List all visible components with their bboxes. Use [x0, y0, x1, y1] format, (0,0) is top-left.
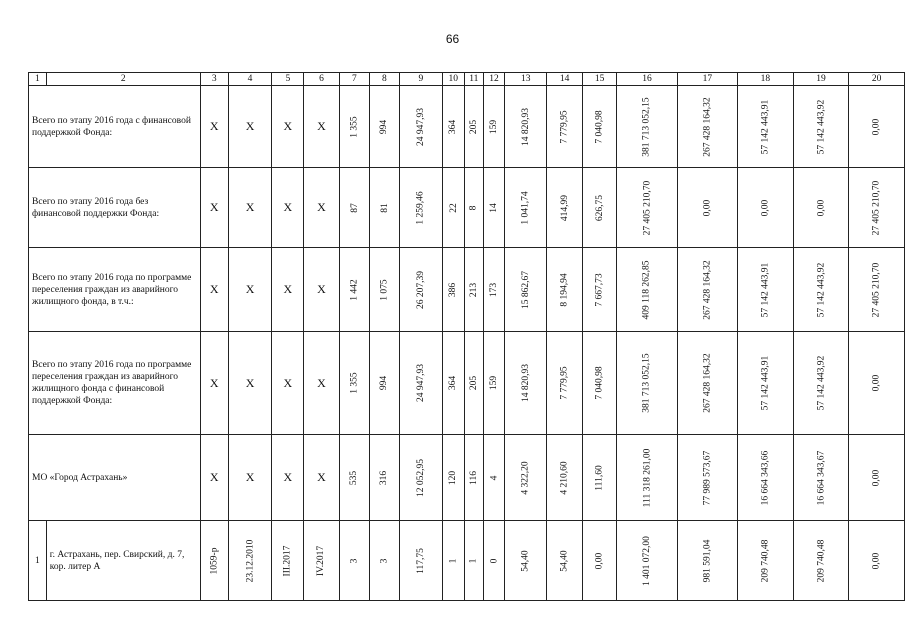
table-cell	[505, 168, 547, 248]
table-cell	[228, 86, 272, 168]
cell-value: 994	[379, 375, 390, 391]
table-cell	[677, 86, 737, 168]
cell-value: 57 142 443,91	[760, 355, 771, 411]
cell-value: 23.12.2010	[245, 539, 256, 582]
row-label: г. Астрахань, пер. Свирский, д. 7, кор. литер А	[46, 521, 200, 601]
cell-value: 16 664 343,67	[815, 450, 826, 505]
cell-value: 7 779,95	[559, 366, 570, 400]
cell-value: X	[317, 282, 326, 296]
header-cell: 20	[849, 73, 905, 86]
cell-value: 173	[489, 282, 500, 297]
cell-value: 535	[349, 470, 360, 485]
table-cell	[738, 521, 794, 601]
cell-value: 111 318 261,00	[641, 448, 652, 507]
table-cell	[793, 435, 849, 521]
table-cell	[617, 332, 677, 435]
table-cell	[793, 86, 849, 168]
table-cell	[272, 435, 304, 521]
table-cell	[304, 248, 339, 332]
table-cell	[617, 168, 677, 248]
table-cell	[738, 435, 794, 521]
cell-value: 205	[468, 375, 479, 391]
table-cell	[228, 332, 272, 435]
cell-value: 1	[468, 558, 479, 563]
cell-value: 7 040,98	[594, 109, 605, 144]
table-cell	[484, 168, 505, 248]
table-row	[29, 168, 905, 248]
cell-value: 57 142 443,91	[760, 99, 771, 154]
cell-value: X	[283, 470, 293, 484]
cell-value: 364	[448, 119, 459, 134]
table-cell	[272, 168, 304, 248]
cell-value: 111,60	[594, 464, 605, 491]
table-cell	[849, 435, 905, 521]
cell-value: IV.2017	[316, 545, 327, 576]
cell-value: X	[283, 375, 293, 390]
cell-value: X	[317, 375, 326, 390]
table-cell	[339, 168, 369, 248]
header-cell: 17	[677, 73, 737, 86]
table-cell	[583, 435, 617, 521]
cell-value: 7 667,73	[594, 272, 605, 307]
table-cell	[304, 86, 339, 168]
cell-value: 81	[379, 202, 390, 213]
table-cell	[200, 332, 228, 435]
table-cell	[443, 248, 465, 332]
cell-value: 0	[489, 558, 500, 563]
cell-value: 267 428 164,32	[702, 259, 713, 320]
cell-value: 414,99	[559, 194, 570, 221]
table-cell	[399, 332, 442, 435]
table-cell	[464, 248, 483, 332]
cell-value: 213	[468, 282, 479, 297]
cell-value: 316	[379, 470, 390, 485]
table-cell	[583, 248, 617, 332]
table-cell	[677, 248, 737, 332]
header-cell: 8	[369, 73, 399, 86]
cell-value: 1 075	[379, 278, 390, 301]
table-cell	[505, 521, 547, 601]
table-cell	[617, 248, 677, 332]
table-cell	[399, 248, 442, 332]
table-cell	[583, 168, 617, 248]
cell-value: 0,00	[815, 199, 826, 216]
cell-value: X	[283, 200, 293, 214]
table-cell	[677, 521, 737, 601]
header-cell: 19	[793, 73, 849, 86]
cell-value: 77 989 573,67	[702, 450, 713, 505]
cell-value: X	[317, 119, 326, 133]
table-cell	[200, 248, 228, 332]
row-label: МО «Город Астрахань»	[29, 435, 201, 521]
cell-value: 159	[489, 119, 500, 134]
cell-value: 0,00	[871, 469, 882, 486]
cell-value: 117,75	[415, 547, 426, 574]
table-row	[29, 521, 905, 601]
table-cell	[505, 86, 547, 168]
table-cell	[304, 332, 339, 435]
table-cell	[484, 86, 505, 168]
table-cell	[677, 168, 737, 248]
cell-value: 24 947,93	[415, 107, 426, 146]
table-cell	[339, 521, 369, 601]
table-cell	[849, 248, 905, 332]
cell-value: 7 779,95	[559, 109, 570, 144]
row-label: Всего по этапу 2016 года с финансовой поддержкой Фонда:	[29, 86, 201, 168]
header-cell: 2	[46, 73, 200, 86]
cell-value: 12 052,95	[415, 458, 426, 497]
cell-value: 381 713 052,15	[641, 96, 652, 157]
cell-value: 0,00	[594, 552, 605, 569]
table-cell	[793, 521, 849, 601]
table-cell	[793, 332, 849, 435]
header-cell: 15	[583, 73, 617, 86]
page-number: 66	[445, 32, 460, 46]
table-cell	[228, 168, 272, 248]
table-cell	[369, 435, 399, 521]
table-cell	[200, 168, 228, 248]
table-cell	[583, 86, 617, 168]
table-cell	[547, 86, 583, 168]
cell-value: 54,40	[559, 549, 570, 572]
cell-value: 8 194,94	[559, 272, 570, 307]
cell-value: 54,40	[520, 549, 531, 572]
table-cell	[505, 435, 547, 521]
table-cell	[339, 332, 369, 435]
cell-value: 1 401 072,00	[641, 535, 652, 586]
cell-value: 267 428 164,32	[702, 96, 713, 157]
cell-value: 409 118 262,85	[641, 259, 652, 320]
cell-value: X	[245, 119, 255, 133]
header-cell: 7	[339, 73, 369, 86]
table-cell	[369, 168, 399, 248]
table-cell	[443, 332, 465, 435]
table-cell	[738, 248, 794, 332]
table-cell	[339, 248, 369, 332]
cell-value: 364	[448, 375, 459, 391]
table-cell	[547, 435, 583, 521]
table-cell	[617, 435, 677, 521]
header-cell: 18	[738, 73, 794, 86]
cell-value: 1059-р	[209, 547, 220, 574]
table-cell	[443, 435, 465, 521]
cell-value: X	[209, 282, 219, 296]
table-cell	[228, 435, 272, 521]
cell-value: 27 405 210,70	[641, 180, 652, 235]
header-cell: 9	[399, 73, 442, 86]
cell-value: 626,75	[594, 194, 605, 221]
table-cell	[272, 86, 304, 168]
cell-value: X	[283, 119, 293, 133]
table-cell	[738, 168, 794, 248]
cell-value: 0,00	[702, 199, 713, 216]
header-cell: 11	[464, 73, 483, 86]
row-label: Всего по этапу 2016 года по программе переселения граждан из аварийного жилищного фонда с финансовой поддержкой Фонда:	[29, 332, 201, 435]
table-cell	[464, 332, 483, 435]
table-cell	[464, 435, 483, 521]
cell-value: 381 713 052,15	[641, 353, 652, 413]
table-cell	[399, 521, 442, 601]
table-cell	[793, 168, 849, 248]
cell-value: 24 947,93	[415, 364, 426, 402]
table-cell	[304, 521, 339, 601]
table-cell	[677, 332, 737, 435]
table-cell	[304, 435, 339, 521]
table-cell	[583, 521, 617, 601]
cell-value: 0,00	[871, 118, 882, 135]
table-cell	[617, 86, 677, 168]
table-cell	[583, 332, 617, 435]
cell-value: 3	[379, 558, 390, 563]
header-cell: 4	[228, 73, 272, 86]
table-cell	[464, 86, 483, 168]
table-cell	[849, 86, 905, 168]
header-cell: 3	[200, 73, 228, 86]
table-row	[29, 86, 905, 168]
table-cell	[738, 86, 794, 168]
cell-value: 386	[448, 282, 459, 297]
cell-value: 205	[468, 119, 479, 134]
cell-value: 1 355	[349, 372, 360, 394]
table-cell	[339, 435, 369, 521]
cell-value: 209 740,48	[815, 539, 826, 582]
cell-value: 57 142 443,91	[760, 262, 771, 317]
header-cell: 1	[29, 73, 47, 86]
cell-value: 116	[468, 470, 479, 485]
table-cell	[304, 168, 339, 248]
table-cell	[200, 86, 228, 168]
cell-value: 120	[448, 470, 459, 485]
resettlement-table	[28, 72, 905, 601]
cell-value: X	[317, 470, 326, 484]
table-cell	[443, 521, 465, 601]
table-cell	[228, 248, 272, 332]
header-cell: 10	[443, 73, 465, 86]
cell-value: 4	[489, 475, 500, 480]
cell-value: 1 259,46	[415, 190, 426, 225]
table-cell	[484, 521, 505, 601]
header-cell: 6	[304, 73, 339, 86]
cell-value: 15 862,67	[520, 270, 531, 309]
table-cell	[369, 248, 399, 332]
cell-value: 16 664 343,66	[760, 450, 771, 505]
cell-value: 267 428 164,32	[702, 353, 713, 413]
cell-value: 1 355	[349, 115, 360, 138]
cell-value: X	[283, 282, 293, 296]
table-cell	[228, 521, 272, 601]
row-label: Всего по этапу 2016 года без финансовой поддержки Фонда:	[29, 168, 201, 248]
table-cell	[484, 248, 505, 332]
table-cell	[339, 86, 369, 168]
cell-value: 27 405 210,70	[871, 180, 882, 235]
cell-value: 4 210,60	[559, 460, 570, 495]
table-cell	[547, 168, 583, 248]
table-cell	[272, 521, 304, 601]
cell-value: 3	[349, 558, 360, 563]
cell-value: 87	[349, 202, 360, 213]
cell-value: 209 740,48	[760, 539, 771, 582]
cell-value: 7 040,98	[594, 366, 605, 400]
table-cell	[547, 248, 583, 332]
header-cell: 5	[272, 73, 304, 86]
cell-value: 0,00	[760, 199, 771, 216]
table-cell	[369, 521, 399, 601]
cell-value: 27 405 210,70	[871, 262, 882, 317]
table-row	[29, 248, 905, 332]
cell-value: 57 142 443,92	[815, 262, 826, 317]
cell-value: 57 142 443,92	[815, 355, 826, 411]
table-cell	[443, 168, 465, 248]
table-cell	[369, 86, 399, 168]
table-cell	[399, 435, 442, 521]
table-cell	[272, 332, 304, 435]
table-row	[29, 435, 905, 521]
cell-value: X	[209, 470, 219, 484]
cell-value: 14 820,93	[520, 364, 531, 402]
cell-value: 1 041,74	[520, 190, 531, 225]
table-cell	[200, 435, 228, 521]
table-cell	[200, 521, 228, 601]
header-cell: 16	[617, 73, 677, 86]
header-cell: 14	[547, 73, 583, 86]
cell-value: 1 442	[349, 278, 360, 301]
cell-value: X	[245, 282, 255, 296]
table-cell	[547, 332, 583, 435]
table-cell	[369, 332, 399, 435]
cell-value: 0,00	[871, 552, 882, 569]
cell-value: 159	[489, 375, 500, 391]
cell-value: 14	[489, 202, 500, 213]
cell-value: X	[245, 375, 255, 390]
cell-value: X	[317, 200, 326, 214]
cell-value: 8	[468, 205, 479, 210]
cell-value: X	[245, 470, 255, 484]
table-cell	[505, 332, 547, 435]
cell-value: 57 142 443,92	[815, 99, 826, 154]
table-cell	[464, 521, 483, 601]
cell-value: 1	[448, 558, 459, 563]
cell-value: 22	[448, 202, 459, 213]
cell-value: X	[209, 200, 219, 214]
table-cell	[677, 435, 737, 521]
table-cell	[505, 248, 547, 332]
header-cell: 13	[505, 73, 547, 86]
table-cell	[484, 332, 505, 435]
table-cell	[464, 168, 483, 248]
cell-value: 26 207,39	[415, 270, 426, 309]
table-cell	[443, 86, 465, 168]
table-cell	[793, 248, 849, 332]
header-row	[29, 73, 905, 86]
table-cell	[272, 248, 304, 332]
table-cell	[849, 521, 905, 601]
cell-value: III.2017	[282, 545, 293, 576]
table-cell	[399, 86, 442, 168]
row-label: Всего по этапу 2016 года по программе переселения граждан из аварийного жилищного фонда, в т.ч.:	[29, 248, 201, 332]
cell-value: 0,00	[871, 374, 882, 392]
cell-value: 4 322,20	[520, 460, 531, 495]
cell-value: 994	[379, 119, 390, 134]
row-index: 1	[29, 521, 47, 601]
header-cell: 12	[484, 73, 505, 86]
cell-value: 14 820,93	[520, 107, 531, 146]
table-cell	[849, 332, 905, 435]
table-cell	[617, 521, 677, 601]
table-cell	[484, 435, 505, 521]
table-cell	[547, 521, 583, 601]
table-cell	[738, 332, 794, 435]
table-cell	[849, 168, 905, 248]
cell-value: 981 591,04	[702, 539, 713, 582]
table-row	[29, 332, 905, 435]
table-cell	[399, 168, 442, 248]
cell-value: X	[209, 119, 219, 133]
cell-value: X	[209, 375, 219, 390]
cell-value: X	[245, 200, 255, 214]
